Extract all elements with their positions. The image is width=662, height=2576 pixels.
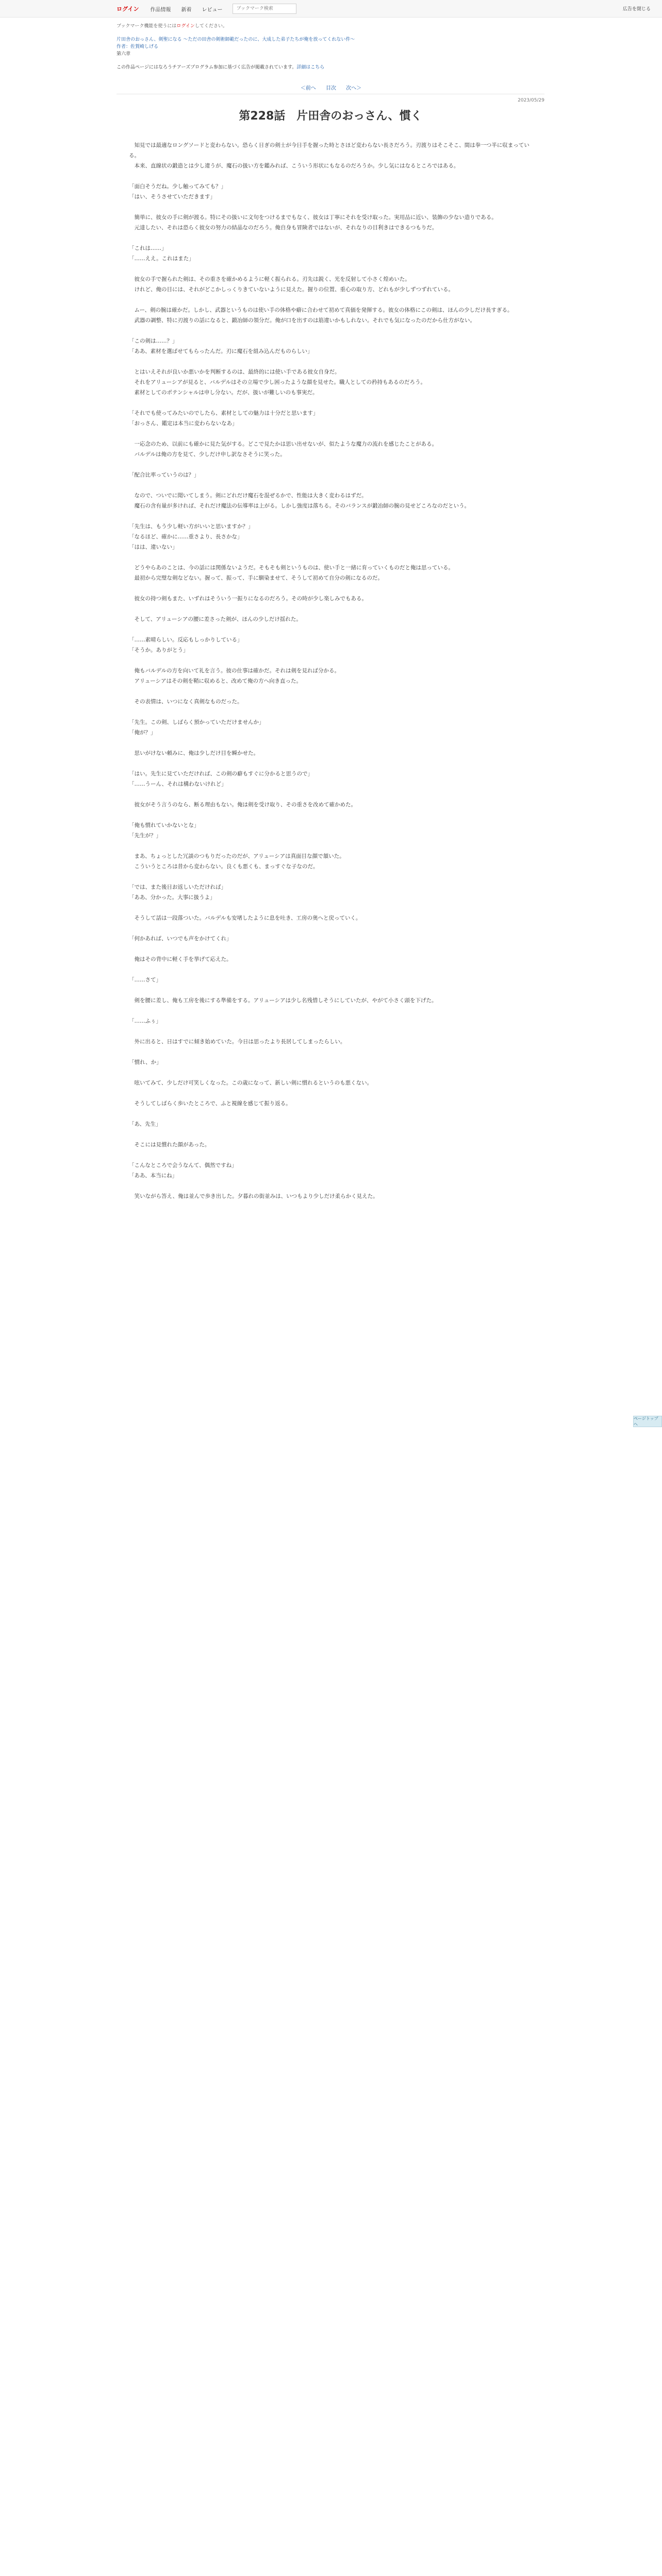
- body-paragraph: [129, 1047, 532, 1057]
- chapter-title: 第228話 片田舎のおっさん、慣く: [239, 110, 422, 123]
- body-paragraph: [129, 171, 532, 181]
- body-paragraph: [129, 583, 532, 594]
- body-paragraph: ムー、剣の腕は確かだ。しかし、武器というものは使い手の体格や癖に合わせて初めて真価を発揮する。彼女の体格にこの剣は、ほんの少しだけ長すぎる。: [129, 307, 513, 313]
- body-paragraph: 「……さて」: [129, 977, 161, 983]
- body-paragraph: その表情は、いつになく真剣なものだった。: [129, 699, 243, 705]
- body-paragraph: どうやらあのことは、今の話には関係ないようだ。そもそも剣というものは、使い手と一緒に育っていくものだと俺は思っている。: [129, 565, 454, 571]
- body-paragraph: [129, 738, 532, 748]
- next-link[interactable]: 次へ＞: [346, 86, 362, 91]
- body-paragraph: 「それでも使ってみたいのでしたら、素材としての魅力は十分だと思います」: [129, 410, 319, 416]
- body-paragraph: 彼女がそう言うのなら、断る理由もない。俺は剣を受け取り、その重さを改めて確かめた。: [129, 802, 356, 808]
- body-paragraph: [129, 295, 532, 305]
- chapter-group: 第六章: [117, 52, 131, 57]
- body-paragraph: 最初から完璧な剣などない。握って、振って、手に馴染ませて、そうして初めて自分の剣になるのだ。: [129, 575, 383, 581]
- body-paragraph: [129, 480, 532, 490]
- body-paragraph: 「面白そうだね。少し触ってみても？」: [129, 183, 226, 190]
- body-paragraph: [129, 964, 532, 975]
- body-paragraph: [129, 1006, 532, 1016]
- body-paragraph: そうして話は一段落ついた。バルデルも安堵したように息を吐き、工房の奥へと戻っていく。: [129, 915, 361, 921]
- body-paragraph: 「……ええ。これはまた」: [129, 256, 194, 262]
- body-paragraph: [129, 923, 532, 934]
- body-paragraph: 本来、直線状の鍛造とは少し違うが、魔石の扱い方を鑑みれば、こういう形状にもなるのだろうか。少し気にはなるところではある。: [129, 163, 459, 169]
- body-paragraph: [129, 903, 532, 913]
- body-paragraph: 「おっさん、鑑定は本当に変わらないなあ」: [129, 420, 238, 427]
- body-paragraph: 「はい、そうさせていただきます」: [129, 194, 216, 200]
- body-paragraph: 俺はその背中に軽く手を挙げて応えた。: [129, 956, 232, 962]
- series-meta: [117, 36, 544, 58]
- body-paragraph: [129, 707, 532, 717]
- close-ad-button[interactable]: 広告を閉じる: [622, 7, 651, 12]
- toc-link[interactable]: 目次: [326, 86, 336, 91]
- body-paragraph: 「先生は、もう少し軽い方がいいと思いますか？」: [129, 523, 254, 530]
- body-paragraph: 「こんなところで会うなんて、偶然ですね」: [129, 1162, 237, 1168]
- body-paragraph: [129, 624, 532, 635]
- body-paragraph: 「はは、違いない」: [129, 544, 178, 550]
- body-paragraph: [129, 233, 532, 243]
- pager-top: [0, 83, 662, 91]
- body-paragraph: 彼女の持つ剣もまた、いずれはそういう一振りになるのだろう。その時が少し楽しみでもある。: [129, 596, 367, 602]
- body-paragraph: 「ああ、分かった。大事に扱うよ」: [129, 894, 216, 901]
- body-paragraph: 「これは……」: [129, 245, 167, 251]
- body-paragraph: 「ああ、本当にね」: [129, 1173, 178, 1179]
- body-paragraph: こういうところは昔から変わらない。良くも悪くも、まっすぐな子なのだ。: [129, 863, 319, 870]
- body-paragraph: [129, 944, 532, 954]
- ad-notice-details-link[interactable]: 詳細はこちら: [296, 65, 325, 70]
- body-paragraph: [129, 202, 532, 212]
- body-paragraph: 簡単に、彼女の手に剣が渡る。特にその扱いに文句をつけるまでもなく、彼女は丁寧にそれを受け取った。実用品に近い、装飾の少ない造りである。: [129, 214, 497, 221]
- body-paragraph: そこには見慣れた顔があった。: [129, 1142, 210, 1148]
- login-link[interactable]: ログイン: [117, 6, 139, 12]
- body-paragraph: 「俺も慣れていかないとな」: [129, 822, 200, 828]
- body-paragraph: [129, 1088, 532, 1098]
- body-paragraph: [129, 604, 532, 614]
- body-paragraph: [129, 686, 532, 697]
- body-paragraph: アリューシアはその剣を鞘に収めると、改めて俺の方へ向き直った。: [129, 678, 302, 684]
- body-paragraph: [129, 1026, 532, 1037]
- body-paragraph: 笑いながら答え、俺は並んで歩き出した。夕暮れの街並みは、いつもより少しだけ柔らかく見えた。: [129, 1193, 378, 1199]
- top-bar: [0, 0, 662, 18]
- notice-login-link[interactable]: ログイン: [176, 24, 195, 29]
- bookmark-search-input[interactable]: [233, 4, 296, 14]
- body-paragraph: 呟いてみて、少しだけ可笑しくなった。この歳になって、新しい剣に慣れるというのも悪くない。: [129, 1080, 373, 1086]
- body-paragraph: 「では、また後日お返しいただければ」: [129, 884, 226, 890]
- nav-work-info[interactable]: 作品情報: [150, 7, 171, 13]
- body-paragraph: 「……素晴らしい。反応もしっかりしている」: [129, 637, 243, 643]
- page-top-button[interactable]: ページトップへ: [633, 1416, 662, 1427]
- body-paragraph: 剣を腰に差し、俺も工房を後にする準備をする。アリューシアは少し名残惜しそうにしていたが、やがて小さく頭を下げた。: [129, 997, 437, 1004]
- body-paragraph: [129, 1181, 532, 1191]
- body-paragraph: [129, 872, 532, 882]
- body-paragraph: [129, 1150, 532, 1160]
- body-paragraph: 「慣れ、か」: [129, 1059, 162, 1065]
- body-paragraph: [129, 810, 532, 820]
- prev-link[interactable]: ＜前へ: [300, 86, 316, 91]
- body-paragraph: 「そうか。ありがとう」: [129, 647, 189, 653]
- body-paragraph: 元達したい、それは恐らく彼女の努力の結晶なのだろう。俺自身も冒険者ではないが、それなりの目利きはできるつもりだ。: [129, 225, 438, 231]
- body-paragraph: 俺もバルデルの方を向いて礼を言う。彼の仕事は確かだ。それは剣を見れば分かる。: [129, 668, 340, 674]
- body-paragraph: 「俺が？」: [129, 730, 156, 736]
- body-paragraph: [129, 655, 532, 666]
- body-paragraph: 「……ふぅ」: [129, 1018, 161, 1024]
- body-paragraph: 「あ、先生」: [129, 1121, 161, 1127]
- body-paragraph: [129, 429, 532, 439]
- body-paragraph: [129, 326, 532, 336]
- body-paragraph: [129, 1129, 532, 1140]
- body-paragraph: 外に出ると、日はすでに傾き始めていた。今日は思ったより長居してしまったらしい。: [129, 1039, 346, 1045]
- body-paragraph: 「先生が？」: [129, 833, 161, 839]
- body-paragraph: 「先生。この剣、しばらく預かっていただけませんか」: [129, 719, 264, 725]
- body-paragraph: [129, 758, 532, 769]
- nav-new[interactable]: 新着: [181, 7, 192, 13]
- body-paragraph: 思いがけない頼みに、俺は少しだけ目を瞬かせた。: [129, 750, 259, 756]
- body-paragraph: なので、ついでに聞いてしまう。剣にどれだけ魔石を混ぜるかで、性能は大きく変わるはずだ。: [129, 493, 367, 499]
- body-paragraph: 武器の調整、特に刃渡りの話になると、鍛冶師の領分だ。俺が口を出すのは筋違いかもしれない。それでも気になったのだから仕方がない。: [129, 317, 475, 324]
- bookmark-notice: ブックマーク機能を使うにはログインしてください。: [117, 24, 227, 29]
- body-paragraph: [129, 460, 532, 470]
- body-paragraph: [129, 398, 532, 408]
- body-paragraph: 一応念のため、以前にも確かに見た気がする。どこで見たかは思い出せないが、似たような魔力の流れを感じたことがある。: [129, 441, 438, 447]
- body-paragraph: 「はい。先生に見ていただければ、この剣の癖もすぐに分かると思うので」: [129, 771, 313, 777]
- body-paragraph: 知見では最適なロングソードと変わらない。恐らく日ぎの剣士が今日手を握った時とさほど変わらない長さだろう。刃渡りはそこそこ、間は拳一つ半に収まっている。: [129, 142, 529, 159]
- body-paragraph: 彼女の手で握られた剣は、その重さを確かめるように軽く振られる。刃先は鋭く、光を反射して小さく煌めいた。: [129, 276, 410, 282]
- publish-date: 2023/05/29: [518, 98, 544, 103]
- body-paragraph: 「配合比率っていうのは？」: [129, 472, 200, 478]
- body-paragraph: そして、アリューシアの腰に差さった剣が、ほんの少しだけ揺れた。: [129, 616, 302, 622]
- ad-notice: この作品ページにはなろうチアーズプログラム参加に基づく広告が掲載されています。詳細はこちら: [117, 65, 325, 70]
- body-paragraph: 「……うーん、それは構わないけれど」: [129, 781, 227, 787]
- body-paragraph: [129, 264, 532, 274]
- body-paragraph: それをアリューシアが見ると、バルデルはその立場で少し困ったような顔を見せた。職人としての矜持もあるのだろう。: [129, 379, 426, 385]
- body-paragraph: [129, 357, 532, 367]
- body-paragraph: [129, 985, 532, 995]
- nav-review[interactable]: レビュー: [202, 7, 223, 13]
- body-paragraph: とはいえそれが良いか悪いかを判断するのは、最終的には使い手である彼女自身だ。: [129, 369, 340, 375]
- body-paragraph: 魔石の含有量が多ければ、それだけ魔法の伝導率は上がる。しかし強度は落ちる。そのバランスが鍛冶師の腕の見せどころなのだという。: [129, 503, 470, 509]
- body-paragraph: 素材としてのポテンシャルは申し分ない。だが、扱いが難しいのも事実だ。: [129, 389, 318, 396]
- body-paragraph: けれど、俺の目には、それがどこかしっくりきていないように見えた。握りの位置、重心の取り方、どれもが少しずつずれている。: [129, 286, 454, 293]
- chapter-body: [129, 140, 532, 2576]
- body-paragraph: [129, 1067, 532, 1078]
- body-paragraph: [129, 511, 532, 521]
- series-title-link[interactable]: 片田舎のおっさん、剣聖になる 〜ただの田舎の剣術師範だったのに、大成した弟子たちが俺を放ってくれない件〜: [117, 37, 355, 42]
- body-paragraph: まあ、ちょっとした冗談のつもりだったのだが、アリューシアは真面目な顔で頷いた。: [129, 853, 345, 859]
- body-paragraph: [129, 552, 532, 563]
- body-paragraph: 「この剣は……？」: [129, 338, 178, 344]
- body-paragraph: 「なるほど、確かに……重さより、長さかな」: [129, 534, 243, 540]
- body-paragraph: [129, 841, 532, 851]
- body-paragraph: 「ああ、素材を選ばせてもらったんだ。刃に魔石を組み込んだものらしい」: [129, 348, 313, 354]
- body-paragraph: そうしてしばらく歩いたところで、ふと視線を感じて振り返る。: [129, 1100, 291, 1107]
- body-paragraph: バルデルは俺の方を見て、少しだけ申し訳なさそうに笑った。: [129, 451, 286, 457]
- author-link[interactable]: 作者：佐賀崎しげる: [117, 44, 159, 49]
- body-paragraph: [129, 1109, 532, 1119]
- body-paragraph: [129, 789, 532, 800]
- body-paragraph: 「何かあれば、いつでも声をかけてくれ」: [129, 936, 232, 942]
